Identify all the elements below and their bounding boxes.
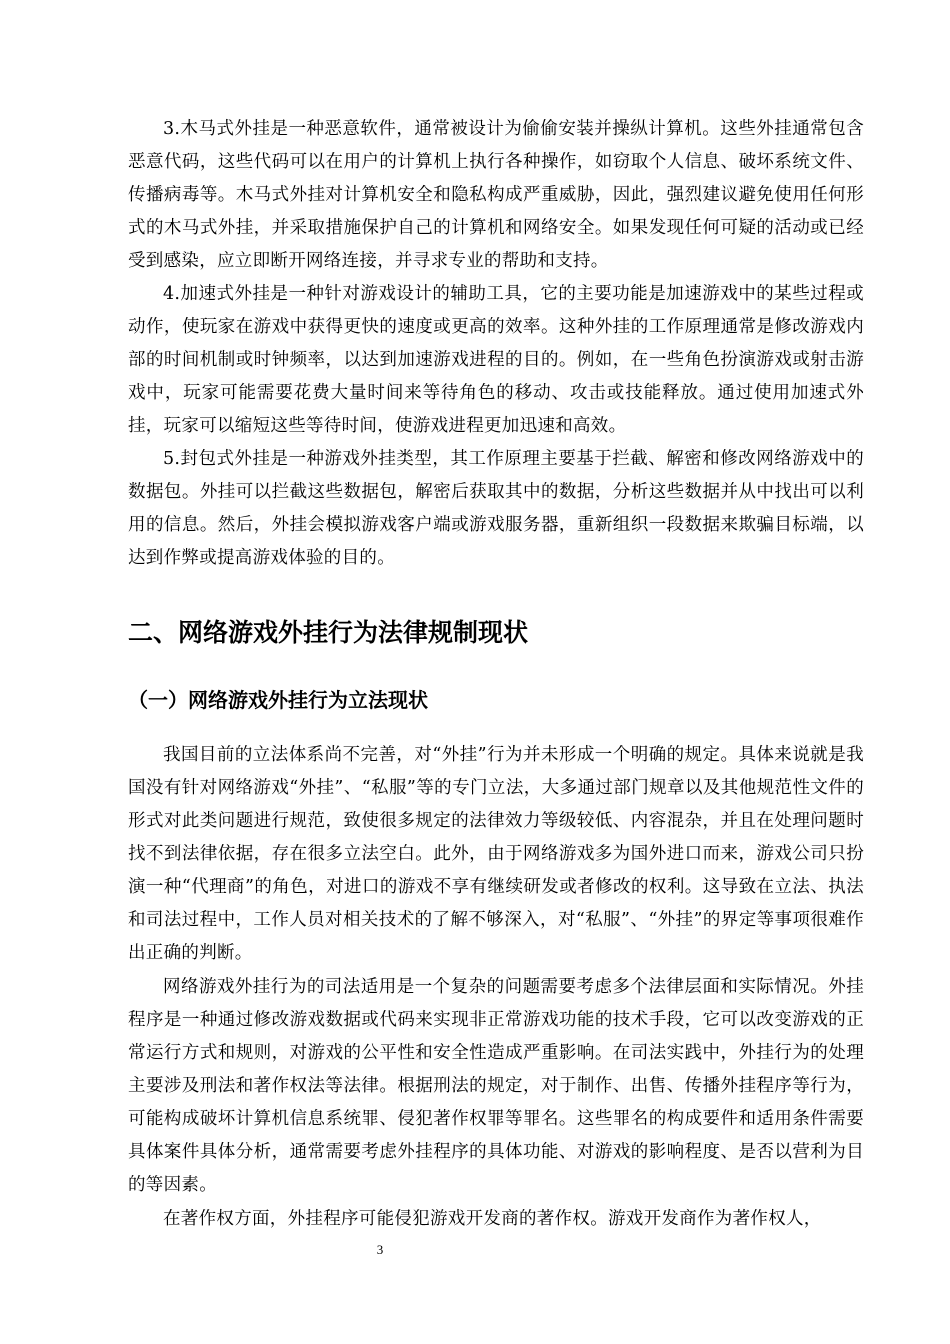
paragraph-trojan-plugin: 3.木马式外挂是一种恶意软件，通常被设计为偷偷安装并操纵计算机。这些外挂通常包含恶意代码，这些代码可以在用户的计算机上执行各种操作，如窃取个人信息、破坏系统文件、传播病毒等。木马式外挂对计算机安全和隐私构成严重威胁，因此，强烈建议避免使用任何形式的木马式外挂，并采取措施保护自己的计算机和网络安全。如果发现任何可疑的活动或已经受到感染，应立即断开网络连接，并寻求专业的帮助和支持。 bbox=[128, 119, 864, 271]
paragraph-packet-plugin: 5.封包式外挂是一种游戏外挂类型，其工作原理主要基于拦截、解密和修改网络游戏中的数据包。外挂可以拦截这些数据包，解密后获取其中的数据，分析这些数据并从中找出可以利用的信息。然后，外挂会模拟游戏客户端或游戏服务器，重新组织一段数据来欺骗目标端，以达到作弊或提高游戏体验的目的。 bbox=[128, 449, 864, 568]
page-number: 3 bbox=[376, 1242, 384, 1257]
paragraph-legislation-status: 我国目前的立法体系尚不完善，对“外挂”行为并未形成一个明确的规定。具体来说就是我国没有针对网络游戏“外挂”、“私服”等的专门立法，大多通过部门规章以及其他规范性文件的形式对此类问题进行规范，致使很多规定的法律效力等级较低、内容混杂，并且在处理问题时找不到法律依据，存在很多立法空白。此外，由于网络游戏多为国外进口而来，游戏公司只扮演一种“代理商”的角色，对进口的游戏不享有继续研发或者修改的权利。这导致在立法、执法和司法过程中，工作人员对相关技术的了解不够深入，对“私服”、“外挂”的界定等事项很难作出正确的判断。 bbox=[128, 745, 864, 963]
paragraph-speed-plugin: 4.加速式外挂是一种针对游戏设计的辅助工具，它的主要功能是加速游戏中的某些过程或动作，使玩家在游戏中获得更快的速度或更高的效率。这种外挂的工作原理通常是修改游戏内部的时间机制或时钟频率，以达到加速游戏进程的目的。例如，在一些角色扮演游戏或射击游戏中，玩家可能需要花费大量时间来等待角色的移动、攻击或技能释放。通过使用加速式外挂，玩家可以缩短这些等待时间，使游戏进程更加迅速和高效。 bbox=[128, 284, 864, 436]
paragraph-judicial-application: 网络游戏外挂行为的司法适用是一个复杂的问题需要考虑多个法律层面和实际情况。外挂程序是一种通过修改游戏数据或代码来实现非正常游戏功能的技术手段，它可以改变游戏的正常运行方式和规则，对游戏的公平性和安全性造成严重影响。在司法实践中，外挂行为的处理主要涉及刑法和著作权法等法律。根据刑法的规定，对于制作、出售、传播外挂程序等行为，可能构成破坏计算机信息系统罪、侵犯著作权罪等罪名。这些罪名的构成要件和适用条件需要具体案件具体分析，通常需要考虑外挂程序的具体功能、对游戏的影响程度、是否以营利为目的等因素。 bbox=[128, 977, 864, 1195]
subsection-heading: （一）网络游戏外挂行为立法现状 bbox=[128, 688, 428, 712]
section-heading: 二、网络游戏外挂行为法律规制现状 bbox=[128, 618, 529, 647]
paragraph-copyright: 在著作权方面，外挂程序可能侵犯游戏开发商的著作权。游戏开发商作为著作权人， bbox=[163, 1209, 822, 1229]
